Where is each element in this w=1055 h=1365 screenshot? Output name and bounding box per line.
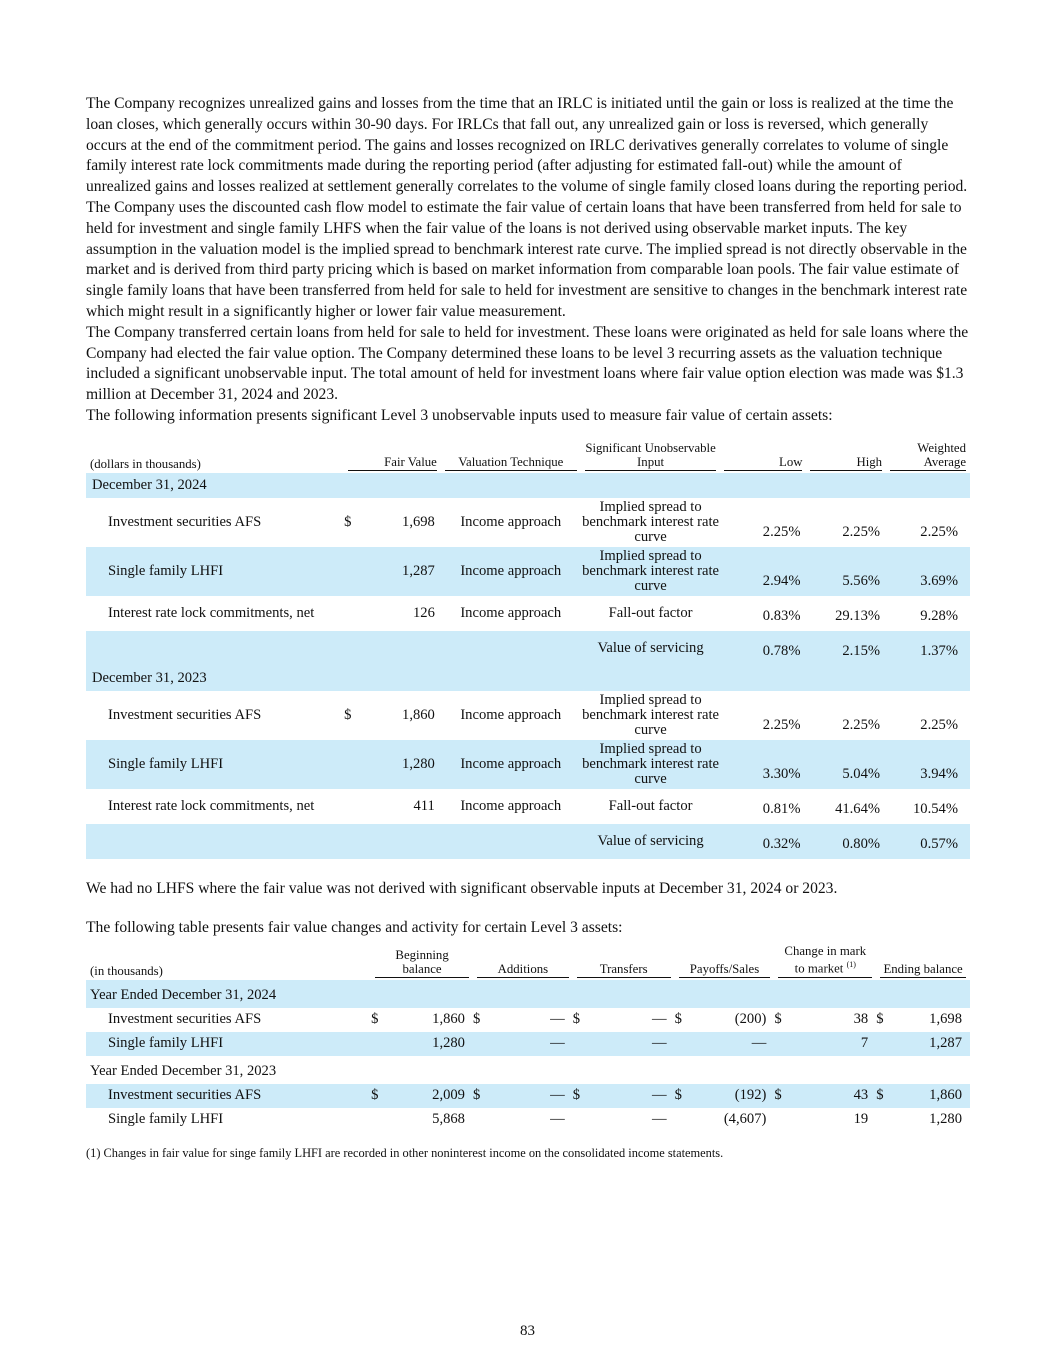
change-mark-to-market-value: 38 [853,1011,869,1028]
weighted-average-value: 1.37% [886,631,970,666]
unobservable-input: Value of servicing [581,824,721,859]
dollar-sign: $ [876,1084,892,1108]
fair-value: 126 [412,604,435,621]
row-label: Investment securities AFS [108,1011,262,1028]
high-value: 0.80% [806,824,886,859]
weighted-average-value: 0.57% [886,824,970,859]
row-label: Investment securities AFS [86,1084,371,1108]
table-row [86,691,970,740]
section-row [86,473,970,498]
low-value: 0.81% [762,800,801,817]
dollar-sign: $ [371,1084,387,1108]
change-mark-to-market-value: 19 [853,1111,869,1128]
payoffs-sales-value: (200) [734,1011,767,1028]
header-ending-balance: Ending balance [880,962,966,978]
weighted-average-value: 2.25% [920,523,958,540]
dollar-sign: $ [572,1011,581,1028]
table-row [86,1032,970,1056]
level3-activity-table [86,944,970,1131]
beginning-balance-value: 5,868 [432,1111,465,1128]
table2-header [86,944,970,979]
fair-value: 1,860 [402,706,435,723]
low-value: 3.30% [720,740,806,789]
section-title: December 31, 2024 [86,473,970,498]
beginning-balance-value: 1,280 [387,1032,473,1056]
valuation-technique: Income approach [441,740,581,789]
change-mark-to-market-value: 7 [791,1032,877,1056]
row-label [86,824,344,859]
valuation-technique: Income approach [460,797,562,814]
unobservable-input: Value of servicing [581,631,721,666]
transfers-value: — [652,1011,667,1028]
valuation-technique: Income approach [460,604,562,621]
dollar-sign [876,1032,892,1056]
weighted-average-value: 3.69% [886,547,970,596]
dollar-sign [344,596,359,631]
dollar-sign [675,1032,691,1056]
dollar-sign: $ [774,1011,782,1028]
table-row [86,1084,970,1108]
paragraph-table1-intro: The following information presents significant Level 3 unobservable inputs used to measure fair value of certain assets: [86,406,833,424]
footnote: (1) Changes in fair value for singe family LHFI are recorded in other noninterest income on the consolidated income statements. [86,1145,724,1160]
dollar-sign [774,1032,790,1056]
dollar-sign [774,1108,790,1132]
footnote-ref: (1) [846,960,856,970]
dollar-sign: $ [344,706,352,723]
section-title: Year Ended December 31, 2024 [86,980,970,1008]
valuation-technique: Income approach [460,513,562,530]
row-label: Single family LHFI [108,1111,224,1128]
table1-header [86,441,970,473]
row-label: Investment securities AFS [108,513,262,530]
additions-value: — [489,1032,573,1056]
transfers-value: — [589,1084,675,1108]
dollar-sign [344,789,359,824]
weighted-average-value: 3.94% [886,740,970,789]
page-content [86,94,970,1161]
table-row [86,1108,970,1132]
paragraph-transfers: The Company transferred certain loans from held for sale to held for investment. These loans were originated as held for sale loans where the Company had elected the fair value option. The Company determined these loans to be level 3 recurring assets as the valuation technique included a significant unobservable input. The total amount of held for investment loans where fair value option election was made was $1.3 million at December 31, 2024 and 2023. [86,323,969,404]
level3-inputs-table [86,441,970,859]
high-value: 5.56% [806,547,886,596]
beginning-balance-value: 1,860 [432,1011,465,1028]
row-label: Interest rate lock commitments, net [108,604,315,621]
low-value: 0.83% [762,607,801,624]
additions-value: — [550,1111,565,1128]
weighted-average-value: 9.28% [920,607,958,624]
high-value: 2.25% [842,716,881,733]
row-label: Single family LHFI [86,547,344,596]
header-low: Low [724,455,802,471]
dollar-sign: $ [473,1084,489,1108]
change-mark-to-market-value: 43 [791,1084,877,1108]
dollar-sign: $ [344,513,352,530]
high-value: 29.13% [835,607,881,624]
dollar-sign [371,1108,387,1132]
page-number: 83 [520,1323,535,1339]
dollar-sign [344,740,359,789]
dollar-sign [344,824,359,859]
payoffs-sales-value: (4,607) [723,1111,767,1128]
header-beginning-balance: Beginning balance [375,948,469,978]
dollar-sign: $ [675,1084,691,1108]
section-title: Year Ended December 31, 2023 [90,1062,277,1079]
dollar-sign: $ [674,1011,682,1028]
valuation-technique: Income approach [460,706,562,723]
low-value: 2.25% [762,716,801,733]
dollar-sign [876,1108,892,1132]
row-label: Interest rate lock commitments, net [108,797,315,814]
dollar-sign: $ [371,1011,379,1028]
unobservable-input: Implied spread to benchmark interest rate curve [582,547,720,594]
ending-balance-value: 1,860 [892,1084,970,1108]
section-row [86,980,970,1008]
header-in-thousands: (in thousands) [90,963,163,978]
valuation-technique: Income approach [441,547,581,596]
header-fair-value: Fair Value [348,455,437,471]
fair-value: 411 [413,797,435,814]
high-value: 2.25% [842,523,881,540]
low-value: 2.25% [762,523,801,540]
dollar-sign [473,1032,489,1056]
header-transfers: Transfers [577,962,671,978]
payoffs-sales-value: (192) [691,1084,775,1108]
row-label [86,631,344,666]
header-high: High [810,455,882,471]
ending-balance-value: 1,280 [929,1111,962,1128]
table-row [86,789,970,824]
row-label: Single family LHFI [86,1032,371,1056]
dollar-sign [371,1032,387,1056]
header-additions: Additions [477,962,569,978]
fair-value: 1,698 [402,513,435,530]
weighted-average-value: 2.25% [920,716,958,733]
header-unobservable-input: Significant Unobservable Input [585,440,716,469]
unobservable-input: Implied spread to benchmark interest rate curve [582,691,720,738]
table-row [86,824,970,859]
fair-value: 1,280 [359,740,441,789]
table-row [86,631,970,666]
section-title: December 31, 2023 [86,666,970,691]
high-value: 41.64% [835,800,881,817]
row-label: Single family LHFI [86,740,344,789]
unobservable-input: Implied spread to benchmark interest rate curve [582,498,720,545]
transfers-value: — [652,1111,667,1128]
header-weighted-average: Weighted Average [890,441,966,471]
paragraph-dcf-model: The Company uses the discounted cash flow model to estimate the fair value of certain loans that have been transferred from held for sale to held for investment and single family LHFS when the fair value of the loans is not derived using observable market inputs. The key assumption in the valuation model is the implied spread to benchmark interest rate curve. The implied spread is not directly observable in the market and is derived from third party pricing which is based on market information from comparable loan pools. The fair value estimate of single family loans that have been transferred from held for sale to held for investment are sensitive to changes in the benchmark interest rate which might result in a significantly higher or lower fair value measurement. [86,198,968,320]
table-row [86,740,970,789]
valuation-technique [441,631,581,666]
dollar-sign [675,1108,691,1132]
low-value: 2.94% [720,547,806,596]
additions-value: — [550,1011,565,1028]
ending-balance-value: 1,287 [892,1032,970,1056]
additions-value: — [489,1084,573,1108]
table-row [86,596,970,631]
low-value: 0.78% [720,631,806,666]
paragraph-table2-intro: The following table presents fair value changes and activity for certain Level 3 assets: [86,918,623,936]
table-row [86,547,970,596]
weighted-average-value: 10.54% [913,800,958,817]
unobservable-input: Fall-out factor [608,797,693,814]
ending-balance-value: 1,698 [929,1011,962,1028]
unobservable-input: Fall-out factor [608,604,693,621]
header-valuation-technique: Valuation Technique [445,455,577,471]
dollar-sign [473,1108,489,1132]
dollar-sign: $ [876,1011,884,1028]
fair-value [359,824,441,859]
beginning-balance-value: 2,009 [387,1084,473,1108]
valuation-technique [441,824,581,859]
dollar-sign [573,1108,589,1132]
transfers-value: — [589,1032,675,1056]
fair-value: 1,287 [359,547,441,596]
fair-value [359,631,441,666]
dollar-sign [573,1032,589,1056]
dollar-sign [344,547,359,596]
high-value: 5.04% [806,740,886,789]
payoffs-sales-value: — [691,1032,775,1056]
header-label: (dollars in thousands) [90,456,201,471]
table-row [86,1008,970,1032]
paragraph-no-lhfs: We had no LHFS where the fair value was not derived with significant observable inputs at December 31, 2024 or 2023. [86,879,838,897]
row-label: Investment securities AFS [108,706,262,723]
header-payoffs-sales: Payoffs/Sales [679,962,771,978]
section-row [86,666,970,691]
dollar-sign: $ [774,1084,790,1108]
unobservable-input: Implied spread to benchmark interest rate curve [582,740,720,787]
high-value: 2.15% [806,631,886,666]
dollar-sign: $ [573,1084,589,1108]
section-row [86,1056,970,1084]
low-value: 0.32% [720,824,806,859]
dollar-sign [344,631,359,666]
paragraph-irlc: The Company recognizes unrealized gains and losses from the time that an IRLC is initiated until the gain or loss is realized at the time the loan closes, which generally occurs within 30-90 days. For IRLCs that fall out, any unrealized gain or loss is reversed, which generally occurs at the end of the commitment period. The gains and losses recognized on IRLC derivatives generally correlates to volume of single family interest rate lock commitments made during the reporting period (after adjusting for estimated fall-out) while the amount of unrealized gains and losses realized at settlement generally correlates to the volume of single family closed loans during the reporting period. [86,95,968,196]
header-change-mark-to-market: Change in mark to market $^{(1)}$ [778,944,872,977]
table-row [86,498,970,547]
dollar-sign: $ [472,1011,481,1028]
